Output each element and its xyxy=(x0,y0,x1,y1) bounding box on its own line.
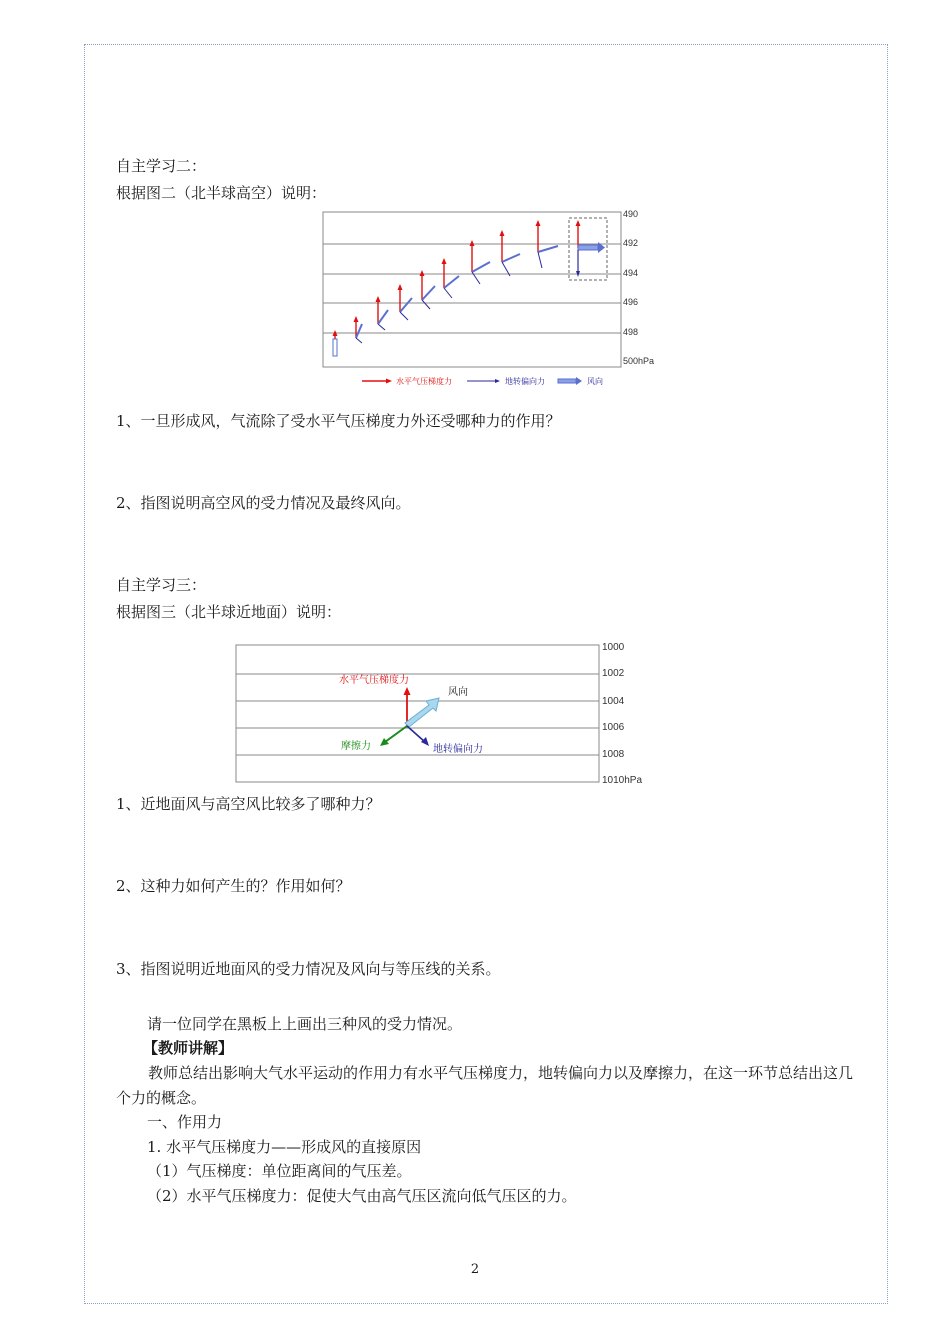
legend-coriolis: 地转偏向力 xyxy=(505,377,545,386)
legend-pressure-gradient: 水平气压梯度力 xyxy=(396,377,452,386)
outline-item-1: 1. 水平气压梯度力——形成风的直接原因 xyxy=(147,1138,422,1156)
isobar-label: 500hPa xyxy=(623,356,655,366)
isobar-label: 1010hPa xyxy=(602,775,643,786)
isobar-label: 496 xyxy=(623,297,639,307)
figure-upper-air-wind xyxy=(322,206,667,392)
activity-instruction: 请一位同学在黑板上上画出三种风的受力情况。 xyxy=(147,1015,463,1033)
isobar-label: 490 xyxy=(623,209,639,219)
outline-item-1b: （2）水平气压梯度力：促使大气由高气压区流向低气压区的力。 xyxy=(147,1187,577,1205)
isobar-label: 1006 xyxy=(602,722,625,733)
section3-intro: 根据图三（北半球近地面）说明： xyxy=(116,603,342,621)
page-number: 2 xyxy=(470,1262,480,1277)
teacher-explanation: 教师总结出影响大气水平运动的作用力有水平气压梯度力，地转偏向力以及摩擦力，在这一环节总结出这几个力的概念。 xyxy=(116,1064,854,1107)
figure-surface-wind xyxy=(235,638,660,788)
teacher-heading: 【教师讲解】 xyxy=(143,1039,234,1057)
section2-question-2: 2、指图说明高空风的受力情况及最终风向。 xyxy=(116,494,411,512)
section3-question-3: 3、指图说明近地面风的受力情况及风向与等压线的关系。 xyxy=(116,960,501,978)
isobar-label: 494 xyxy=(623,268,639,278)
section3-question-2: 2、这种力如何产生的？作用如何？ xyxy=(116,877,351,895)
label-wind: 风向 xyxy=(448,687,468,698)
section3-question-1: 1、近地面风与高空风比较多了哪种力？ xyxy=(116,795,381,813)
isobar-label: 1008 xyxy=(602,749,625,760)
section3-heading: 自主学习三： xyxy=(116,576,207,594)
label-pressure-gradient: 水平气压梯度力 xyxy=(339,675,409,686)
legend-wind: 风向 xyxy=(587,377,603,386)
section2-question-1: 1、一旦形成风，气流除了受水平气压梯度力外还受哪种力的作用？ xyxy=(116,412,561,430)
isobar-label: 1004 xyxy=(602,696,625,707)
outline-heading: 一、作用力 xyxy=(147,1113,223,1131)
isobar-label: 492 xyxy=(623,238,639,248)
section2-intro: 根据图二（北半球高空）说明： xyxy=(116,184,327,202)
label-coriolis: 地转偏向力 xyxy=(433,744,483,755)
isobar-label: 1002 xyxy=(602,668,625,679)
isobar-label: 1000 xyxy=(602,642,625,653)
label-friction: 摩擦力 xyxy=(341,741,371,752)
outline-item-1a: （1）气压梯度：单位距离间的气压差。 xyxy=(147,1162,412,1180)
isobar-label: 498 xyxy=(623,327,639,337)
section2-heading: 自主学习二： xyxy=(116,157,207,175)
